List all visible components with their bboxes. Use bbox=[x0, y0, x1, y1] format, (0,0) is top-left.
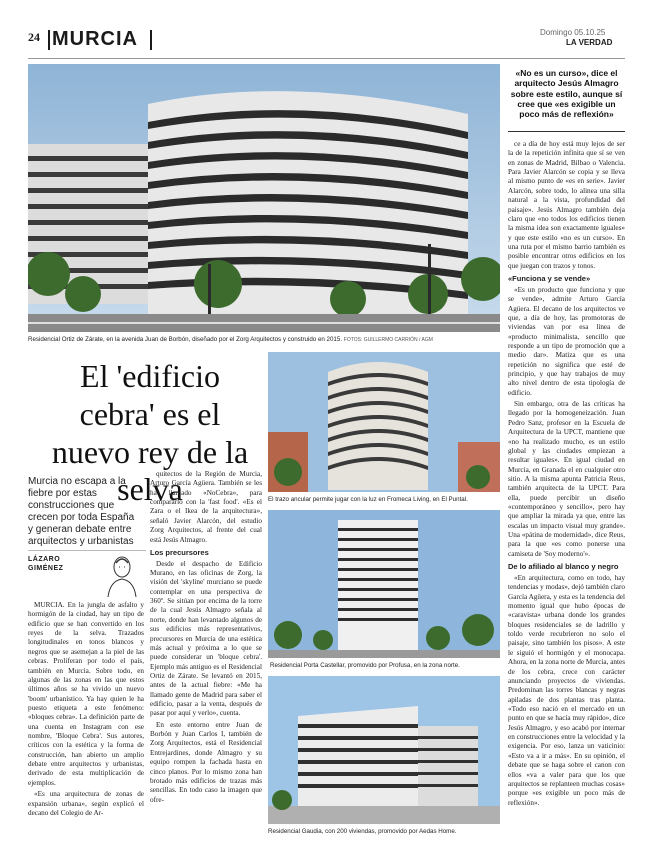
long-building-illustration bbox=[268, 676, 500, 824]
paragraph: En este entorno entre Juan de Borbón y Juan Carlos I, también de Zorg Arquitectos, está el Residencial Entrejardines, donde Almagro y su equipo rompen la fachada hasta en cinco planos. Por lo mismo zona han brotado más edificios de trazas más sencillas. En todo caso la imagen que ofre- bbox=[150, 720, 262, 804]
photo-credit: FOTOS: GUILLERMO CARRIÓN / AGM bbox=[343, 337, 433, 343]
photo-residencial-gaudia bbox=[268, 676, 500, 824]
photo2-caption: El trazo ancular permite jugar con la luz en Fromeca Living, en El Puntal. bbox=[268, 496, 468, 503]
subheadline: Murcia no escapa a la fiebre por estas construcciones que crecen por toda España y generan debate entre arquitectos y urbanistas bbox=[28, 476, 135, 547]
headline: El 'edificio cebra' es el nuevo rey de la selva bbox=[51, 358, 249, 508]
header-rule bbox=[28, 58, 625, 59]
paragraph: MURCIA. En la jungla de asfalto y hormigón de la ciudad, hay un tipo de edificio que se han convertido en los reyes de la selva. Trazados longitudinales en tonos blancos y negros que se asemejan a la piel de las cebras. Proliferan por todo el país, también en Murcia. Sobre todo, en algunas de las zonas en las que estos últimos años se ha vivido un nuevo 'boom' urbanístico. Ya hay quien le ha puesto etiqueta a este fenómeno: «bloques cebra». La definición parte de una cuenta en Instagram con ese nombre, 'Bloque Cebra'. Sus autores, críticos con la estética y la forma de construcción, han abierto un amplio debate entre arquitectos y urbanistas, derivado de esta multiplicación de ejemplos. bbox=[28, 601, 144, 787]
photo-fromeca-living bbox=[268, 352, 500, 492]
paragraph: «Es un producto que funciona y que se vende», admite Arturo García Agüera. El decano de los arquitectos ve que, a día de hoy, las promotoras de viviendas van por esa línea de «producto minimalista, sencillo que responde a un tipo de promoción que a medio dar». Matiza que es una repetición no significa que esté de principio, y que hay trabajos de muy alto nivel dentro de esta tipología de edificio. bbox=[508, 285, 625, 397]
author-last-name: GIMÉNEZ bbox=[28, 565, 64, 572]
paragraph: Desde el despacho de Edificio Murano, en las oficinas de Zorg, la visión del 'skyline' murciano se puede contemplar en una perspectiva de 360º. Se sitúan por encima de la torre de la cual Jesús Almagro señala al norte, donde han levantado algunos de sus edificios más representativos, precursores en Murcia de una estética más actual y próxima a lo que se puede considerar un 'bloque cebra'. Ejemplo más antiguo es el Residencial Ortiz de Zárate. Se levantó en 2015, antes de la actual fiebre: «Me ha llamado gente de Madrid para saber el edificio, pasar a la venta, después de pasar por aquí y verlo», cuenta. bbox=[150, 559, 262, 718]
subsection-title: «Funciona y se vende» bbox=[508, 274, 591, 284]
byline-rule bbox=[28, 550, 146, 551]
main-photo-caption bbox=[28, 336, 500, 344]
paragraph: Sin embargo, otra de las críticas ha llegado por la homogeneización. Juan Pedro Sanz, profesor en la Escuela de Arquitectura de la UPCT, mantiene que «no ha realizado mucho, es un estilo global y las ciudades empiezan a resultar iguales». En igual ciudad en Murcia, en Granada el en cualquier otro sitio. A la misma apunta Patricia Reus, también arquitecta de la UPCT. Para ella, puede percibir un diseño «contemporáneo y sencillo», pero hay que ampliar la mirada ya que, entre las escalas un impacto visual muy grande». Una «pátina de modernidad», dice Reus, para la que «es como ponerse una camiseta de 'Soy moderno'». bbox=[508, 400, 625, 558]
header-date: Domingo 05.10.25 bbox=[540, 28, 606, 37]
photo-porta-castellar bbox=[268, 510, 500, 658]
section-title: MURCIA bbox=[52, 28, 138, 50]
paragraph: «En arquitectura, como en todo, hay tendencias y modas», dejó también claro García Agüera, y esta es la tendencia del momento igual que hubo épocas de «caravista» urbana donde los grandes bloques residenciales se de ladrillo y toldo verde recubrieron no solo el paisaje, sino también los pisos». A este le siguió el hormigón y el monocapa. Ahora, en la zona norte de Murcia, antes de los cebra, crece con carácter anunciando proyectos de viviendas. Predominan las torres blancas y negras apiladas de dos plantas tras planta. «Todo eso nació en el mercado en un punto en que se hacía muy rápido», dice Jesús Almagro, y eso acabó por internar en construcciones entre la velocidad y la exigencia. Por eso, lanza un vaticinio: «Esto va a ir a más». En su opinión, el debate que se haga sobre el canon con ellos «va a valer para que los que arquitectos se replanteen muchas cosas» porque «es exigible un poco más de reflexión». bbox=[508, 573, 625, 807]
section-divider-left bbox=[48, 30, 50, 50]
paragraph: quitectos de la Región de Murcia, Arturo García Agüera. También se les ha llamado «NoCebra», para compararlo con la 'fast food'. «Es el Zara o el Ikea de la arquitectura», señaló Javier Alarcón, del estudio Zorg Arquitectos, al frente del cual está Jesús Almagro. bbox=[150, 470, 262, 544]
article-column-1 bbox=[28, 601, 144, 820]
main-caption-text: Residencial Ortiz de Zárate, en la avenida Juan de Borbón, diseñado por el Zorg Arquitectos y construido en 2015. bbox=[28, 336, 343, 343]
paragraph: ce a día de hoy está muy lejos de ser la de la repetición infinita que sí se ven en zonas de Madrid, Bilbao o Valencia. Para Javier Alarcón se copia y se lleva al mismo punto de «es en serie». Javier Alarcón, sobre todo, lo alinea una silla natural a la vista, profundidad del paisaje». Jesús Almagro también deja claro que «no todos los edificios tienen la misma idea son exactamente iguales» y que este estilo «no es un curso». En una ruta por el mismo barrio también es posible encontrar otros edificios en los que juegan con trazos y tonos. bbox=[508, 140, 625, 270]
subsection-title: De lo afiliado al blanco y negro bbox=[508, 562, 619, 572]
tower-building-illustration bbox=[268, 510, 500, 658]
subsection-title: Los precursores bbox=[150, 547, 209, 557]
author-sketch-icon bbox=[104, 553, 140, 597]
main-photo bbox=[28, 64, 500, 332]
paragraph: «Es una arquitectura de zonas de expansión urbana», según explicó el decano del Colegio de Ar- bbox=[28, 790, 144, 817]
photo3-caption: Residencial Porta Castellar, promovido por Profusa, en la zona norte. bbox=[270, 662, 460, 669]
pull-quote: «No es un curso», dice el arquitecto Jesús Almagro sobre este estilo, aunque sí cree que «es exigible un poco más de reflexión» bbox=[510, 68, 623, 120]
article-column-4 bbox=[508, 140, 625, 810]
article-column-2 bbox=[150, 470, 262, 807]
pull-quote-rule bbox=[508, 131, 625, 132]
photo4-caption: Residencial Gaudia, con 200 viviendas, promovido por Aedas Home. bbox=[268, 828, 457, 835]
curved-building-illustration bbox=[268, 352, 500, 492]
page-number: 24 bbox=[28, 30, 40, 44]
author-avatar bbox=[104, 553, 140, 597]
zebra-building-illustration bbox=[28, 64, 500, 332]
author-first-name: LÁZARO bbox=[28, 556, 61, 563]
newspaper-name: LA VERDAD bbox=[566, 38, 613, 47]
section-divider-right bbox=[150, 30, 152, 50]
